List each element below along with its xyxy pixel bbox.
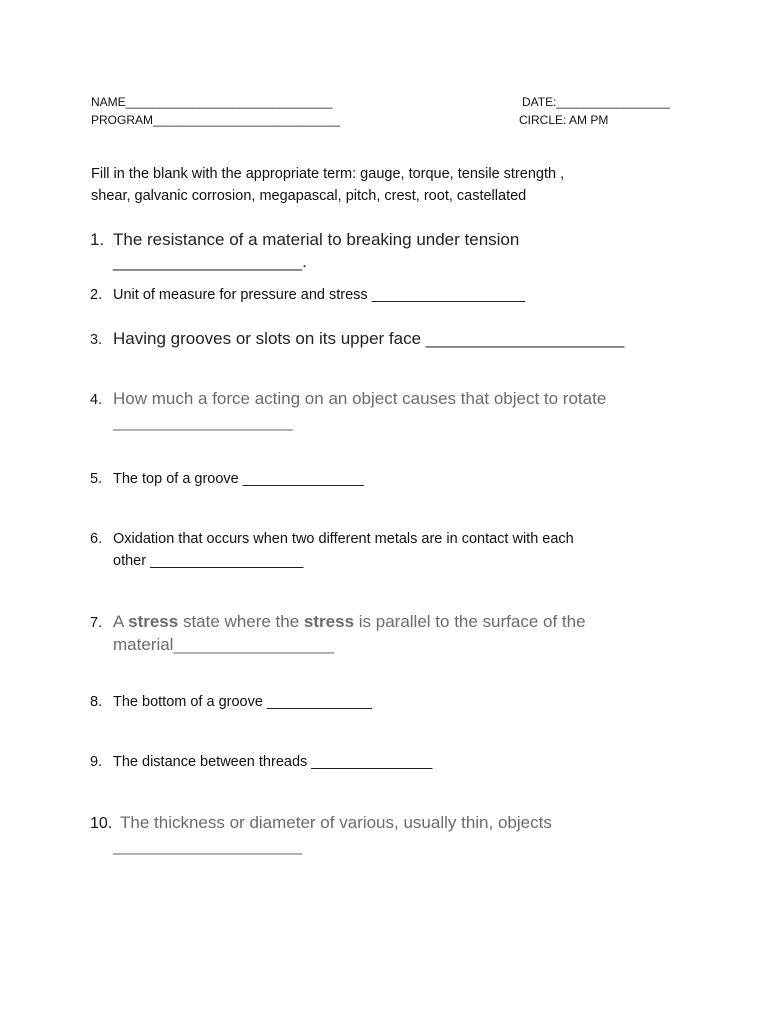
question-text-start: A (113, 612, 129, 631)
answer-blank: ___________________ (113, 412, 293, 431)
question-6 (90, 528, 710, 572)
question-7 (90, 611, 710, 656)
question-number: 7. (90, 615, 103, 631)
answer-blank: ____________________ (113, 836, 303, 855)
question-text: Having grooves or slots on its upper face _____________________ (113, 329, 625, 348)
question-number: 10. (90, 815, 113, 832)
question-number: 6. (90, 531, 103, 547)
question-8 (90, 691, 710, 713)
question-number: 3. (90, 332, 103, 348)
question-4 (90, 388, 710, 433)
instructions-line-1: Fill in the blank with the appropriate term: gauge, torque, tensile strength , (91, 166, 565, 182)
question-1 (90, 229, 710, 273)
question-number: 5. (90, 471, 103, 487)
date-field: DATE:_________________ (522, 95, 670, 109)
program-field: PROGRAM____________________________ (91, 113, 340, 127)
question-number: 2. (90, 287, 103, 303)
answer-blank: ____________________. (113, 252, 307, 271)
question-text: The top of a groove _______________ (113, 471, 364, 487)
question-number: 8. (90, 694, 103, 710)
stress-term-bold: stress (303, 612, 355, 631)
answer-blank: material_________________ (113, 635, 335, 654)
answer-blank: other ___________________ (113, 553, 304, 569)
instructions-line-2: shear, galvanic corrosion, megapascal, pitch, crest, root, castellated (91, 188, 527, 204)
question-number: 4. (90, 392, 103, 408)
question-text: The thickness or diameter of various, usually thin, objects (120, 813, 552, 832)
question-9 (90, 751, 710, 773)
question-10 (90, 812, 710, 857)
question-text-middle: state where the (178, 612, 304, 631)
circle-am-pm: CIRCLE: AM PM (519, 113, 609, 127)
question-text: The resistance of a material to breaking under tension (113, 230, 520, 249)
question-3 (90, 328, 710, 351)
question-number: 1. (90, 230, 105, 249)
question-text: Oxidation that occurs when two different metals are in contact with each (113, 531, 574, 547)
name-field: NAME_______________________________ (91, 95, 333, 109)
question-number: 9. (90, 754, 103, 770)
question-text: The bottom of a groove _____________ (113, 694, 372, 710)
instructions (91, 163, 671, 207)
stress-term-bold: stress (128, 612, 179, 631)
question-2 (90, 284, 710, 306)
question-text: The distance between threads _______________ (113, 754, 433, 770)
question-text: Unit of measure for pressure and stress ___________________ (113, 287, 525, 303)
question-text: How much a force acting on an object causes that object to rotate (113, 389, 607, 408)
question-text-end: is parallel to the surface of the (354, 612, 586, 631)
question-5 (90, 468, 710, 490)
